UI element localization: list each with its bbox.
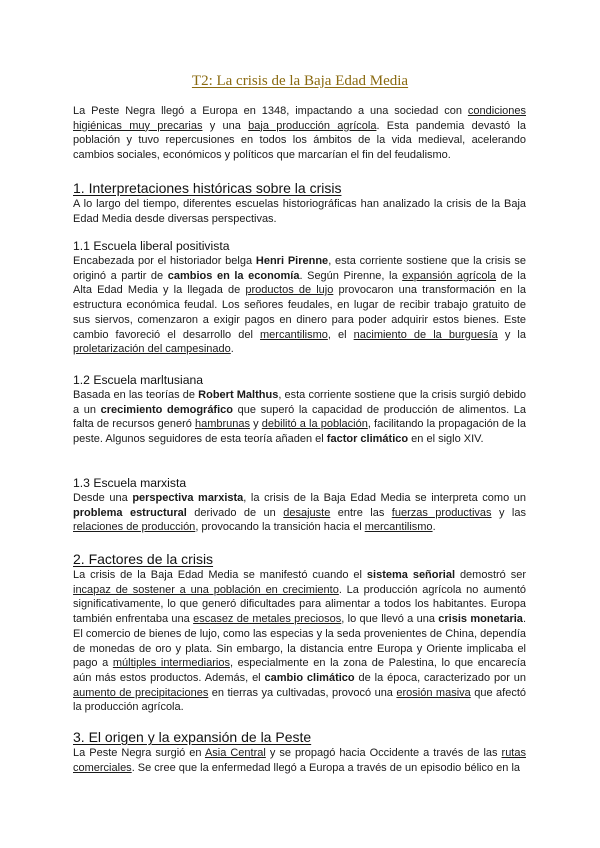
section-2-heading: 2. Factores de la crisis: [73, 551, 214, 567]
text-run: entre las: [330, 506, 392, 519]
intro-paragraph: [73, 104, 526, 163]
text-run: . Según Pirenne, la: [299, 269, 403, 282]
subsection-1-1-text: [73, 254, 526, 357]
underlined-term: desajuste: [283, 506, 331, 519]
text-run: , esta corriente sostiene que la crisis se originó a partir de: [73, 255, 526, 282]
text-run: , la crisis de la Baja Edad Media se interpreta como un: [243, 492, 527, 504]
underlined-term: expansión agrícola: [402, 269, 497, 282]
underlined-term: debilitó a la población: [261, 418, 368, 431]
section-3: [73, 729, 526, 775]
text-run: que superó la capacidad de producción de alimentos. La falta de recursos generó: [73, 403, 526, 431]
bold-term: problema estructural: [73, 506, 187, 519]
text-run: provocaron una transformación en la estructura económica feudal. Los señores feudales, en lugar de recibir trabajo gratuito de sus siervos, comenzaron a exigir pagos en dinero para poder adquirir estos bienes. Este cambio favoreció el desarrollo del: [73, 284, 526, 341]
underlined-term: productos de lujo: [245, 284, 334, 297]
underlined-term: relaciones de producción: [73, 521, 196, 534]
text-run: y una: [202, 119, 249, 132]
text-run: y: [250, 418, 262, 431]
text-run: , esta corriente sostiene que la crisis surgió debido a un: [73, 389, 526, 416]
bold-term: perspectiva marxista: [132, 492, 244, 504]
underlined-term: baja producción agrícola: [248, 119, 377, 132]
underlined-term: erosión masiva: [396, 686, 471, 699]
text-run: y la: [497, 328, 526, 341]
text-run: . La producción agrícola no aumentó significativamente, lo que generó dificultades para alimentar a todos los habitantes. Europa también enfrentaba una: [73, 583, 526, 626]
text-run: La crisis de la Baja Edad Media se manifestó cuando el: [73, 569, 367, 581]
text-run: . El comercio de bienes de lujo, como las especias y la seda provenientes de China, dependía de monedas de oro y plata. Sin embargo, la distancia entre Europa y Oriente implicaba el pago a: [73, 613, 526, 670]
underlined-term: proletarización del campesinado: [73, 343, 231, 356]
text-run: de la Alta Edad Media y la llegada de: [73, 269, 526, 297]
text-run: Desde una: [73, 492, 133, 504]
section-1: [73, 180, 526, 226]
underlined-term: escasez de metales preciosos: [193, 613, 342, 626]
text-run: Basada en las teorías de: [73, 389, 199, 401]
text-run: , provocando la transición hacia el: [195, 521, 365, 534]
underlined-term: mercantilismo: [260, 328, 328, 341]
text-run: La Peste Negra llegó a Europa en 1348, impactando a una sociedad con: [73, 105, 468, 117]
underlined-term: Asia Central: [204, 747, 266, 759]
text-run: .: [230, 343, 234, 356]
document-title: T2: La crisis de la Baja Edad Media: [191, 73, 409, 89]
subsection-1-3-heading: 1.3 Escuela marxista: [73, 476, 187, 490]
text-run: .: [432, 521, 436, 534]
text-run: Encabezada por el historiador belga: [73, 255, 256, 267]
underlined-term: condiciones higiénicas muy precarias: [73, 105, 526, 132]
text-run: . Esta pandemia devastó la población y tuvo repercusiones en todos los ámbitos de la vida medieval, acelerando cambios sociales, económicos y políticos que marcarían el fin del feudalismo.: [73, 119, 526, 162]
underlined-term: incapaz de sostener a una población en crecimiento: [73, 583, 339, 596]
text-run: en tierras ya cultivadas, provocó una: [208, 686, 397, 699]
text-run: en el siglo XIV.: [408, 433, 484, 446]
bold-term: sistema señorial: [366, 569, 456, 581]
text-run: , especialmente en la zona de Palestina, lo que encarecía aún más estos productos. Además, el: [73, 657, 526, 684]
subsection-1-2-heading: 1.2 Escuela marltusiana: [73, 373, 204, 387]
subsection-1-1-heading: 1.1 Escuela liberal positivista: [73, 239, 230, 253]
text-run: La Peste Negra surgió en: [73, 747, 205, 759]
text-run: derivado de un: [186, 506, 284, 519]
text-run: de la época, caracterizado por un: [354, 671, 526, 684]
text-run: , lo que llevó a una: [341, 613, 439, 626]
underlined-term: nacimiento de la burguesía: [353, 328, 498, 341]
underlined-term: hambrunas: [194, 418, 251, 431]
text-run: , el: [327, 328, 354, 341]
text-run: y las: [491, 506, 526, 519]
bold-term: Robert Malthus: [198, 389, 279, 401]
underlined-term: rutas comerciales: [73, 747, 526, 774]
text-run: y se propagó hacia Occidente a través de las: [265, 747, 502, 759]
underlined-term: múltiples intermediarios: [112, 657, 230, 670]
subsection-1-3-text: [73, 491, 526, 535]
subsection-1-2-text: [73, 388, 526, 447]
text-run: , facilitando la propagación de la peste. Algunos seguidores de esta teoría añaden el: [73, 418, 526, 446]
bold-term: Henri Pirenne: [255, 255, 329, 267]
underlined-term: mercantilismo: [364, 521, 433, 534]
underlined-term: aumento de precipitaciones: [73, 686, 209, 699]
text-run: que afectó la producción agrícola.: [73, 686, 526, 714]
section-1-heading: 1. Interpretaciones históricas sobre la crisis: [73, 180, 342, 196]
bold-term: cambio climático: [264, 671, 355, 684]
subsection-1-2: [73, 373, 526, 447]
bold-term: cambios en la economía: [167, 269, 300, 282]
bold-term: factor climático: [326, 433, 409, 446]
text-run: . Se cree que la enfermedad llegó a Europa a través de un episodio bélico en la: [131, 761, 521, 774]
intro-block: [73, 104, 526, 163]
section-3-text: [73, 746, 526, 775]
section-1-text: A lo largo del tiempo, diferentes escuelas historiográficas han analizado la crisis de la Baja Edad Media desde diversas perspectivas.: [73, 198, 526, 225]
section-3-heading: 3. El origen y la expansión de la Peste: [73, 729, 312, 745]
section-2-text: [73, 568, 526, 715]
section-2: [73, 551, 526, 715]
bold-term: crisis monetaria: [438, 613, 523, 626]
subsection-1-1: [73, 239, 526, 357]
subsection-1-3: [73, 476, 526, 535]
underlined-term: fuerzas productivas: [391, 506, 492, 519]
text-run: demostró ser: [455, 569, 527, 581]
bold-term: crecimiento demográfico: [100, 403, 233, 416]
